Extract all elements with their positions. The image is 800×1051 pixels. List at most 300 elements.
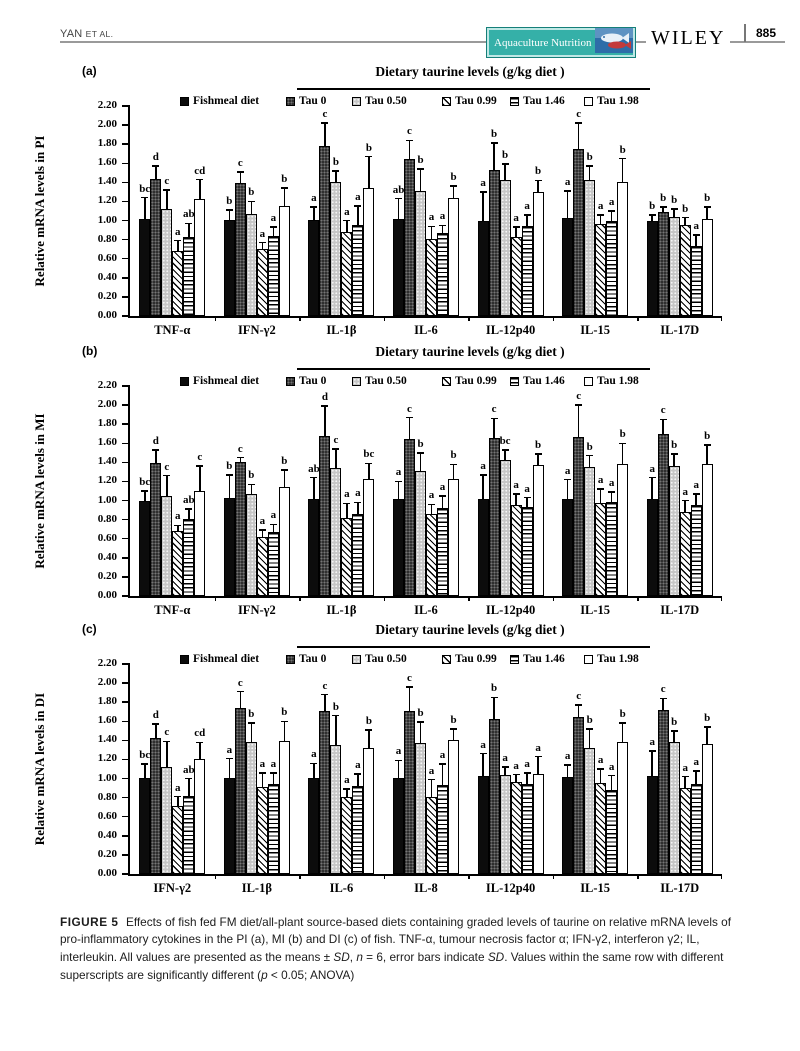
error-bar-cap <box>524 497 531 499</box>
legend-label: Tau 1.98 <box>597 375 639 387</box>
y-tick-label: 0.40 <box>97 550 117 563</box>
error-bar <box>273 524 275 532</box>
error-bar <box>166 476 168 496</box>
error-bar-cap <box>395 760 402 762</box>
error-bar <box>229 210 231 220</box>
error-bar <box>409 418 411 440</box>
y-axis-tick <box>122 519 130 521</box>
error-bar <box>589 729 591 748</box>
x-category-label: IL-12p40 <box>485 323 536 337</box>
bar <box>606 502 617 597</box>
significance-letter: b <box>450 171 457 184</box>
error-bar-cap <box>395 198 402 200</box>
bar <box>533 465 544 596</box>
x-category-label: IL-8 <box>414 881 438 895</box>
bar <box>647 776 658 874</box>
error-bar <box>177 241 179 252</box>
bar <box>489 719 500 874</box>
significance-letter: b <box>671 715 678 728</box>
x-axis-tick <box>721 874 723 879</box>
significance-letter: b <box>365 714 372 727</box>
significance-letter: b <box>332 155 339 168</box>
error-bar-cap <box>428 226 435 228</box>
error-bar <box>600 215 602 225</box>
y-axis-tick <box>122 759 130 761</box>
significance-letter: a <box>513 212 519 225</box>
error-bar <box>622 443 624 464</box>
error-bar-cap <box>564 479 571 481</box>
error-bar <box>357 774 359 786</box>
significance-letter: c <box>576 390 582 403</box>
y-tick-label: 1.00 <box>97 493 117 506</box>
error-bar-cap <box>491 142 498 144</box>
error-bar <box>453 729 455 740</box>
error-bar <box>431 226 433 238</box>
error-bar <box>622 723 624 742</box>
bar <box>562 218 573 316</box>
error-bar <box>589 166 591 180</box>
bar <box>363 748 374 874</box>
error-bar-cap <box>564 764 571 766</box>
bar <box>224 220 235 316</box>
x-category-label: TNF-α <box>154 603 191 617</box>
error-bar <box>442 225 444 233</box>
significance-letter: a <box>344 774 350 787</box>
error-bar <box>262 773 264 787</box>
significance-letter: c <box>660 404 666 417</box>
significance-letter: a <box>524 199 530 212</box>
significance-letter: b <box>450 713 457 726</box>
y-axis-tick <box>122 500 130 502</box>
error-bar <box>199 180 201 199</box>
bar <box>562 777 573 874</box>
x-axis-tick <box>384 874 386 879</box>
bar <box>702 219 713 316</box>
significance-letter: d <box>321 391 328 404</box>
significance-letter: ab <box>308 462 320 475</box>
significance-letter: b <box>619 143 626 156</box>
bar <box>183 237 194 316</box>
bar <box>139 778 150 874</box>
error-bar <box>229 475 231 498</box>
bar <box>595 224 606 316</box>
y-axis-tick <box>122 854 130 856</box>
y-tick-label: 1.80 <box>97 695 117 708</box>
error-bar <box>177 797 179 807</box>
significance-letter: c <box>237 156 243 169</box>
significance-letter: bc <box>139 182 151 195</box>
significance-letter: a <box>597 754 604 766</box>
error-bar-cap <box>365 156 372 158</box>
x-axis-tick <box>384 316 386 321</box>
legend-label: Tau 0 <box>299 653 327 665</box>
y-axis-tick <box>122 239 130 241</box>
error-bar <box>453 464 455 478</box>
error-bar-cap <box>450 464 457 466</box>
error-bar <box>251 484 253 494</box>
x-axis-tick <box>468 596 470 601</box>
significance-letter: c <box>407 671 412 684</box>
error-bar <box>706 207 708 218</box>
error-bar <box>368 157 370 189</box>
significance-letter: a <box>175 781 181 794</box>
error-bar <box>420 722 422 743</box>
significance-letter: b <box>619 428 626 441</box>
significance-letter: bc <box>139 749 151 762</box>
significance-letter: b <box>332 700 339 713</box>
caption-segment: n <box>356 950 363 965</box>
error-bar-cap <box>682 500 689 502</box>
bar <box>680 512 691 596</box>
error-bar-cap <box>524 214 531 216</box>
error-bar <box>651 215 653 221</box>
error-bar <box>611 211 613 221</box>
error-bar-cap <box>608 491 615 493</box>
x-category-label: IL-17D <box>660 881 700 895</box>
y-tick-label: 1.00 <box>97 771 117 784</box>
y-tick-label: 0.00 <box>97 309 117 321</box>
error-bar-cap <box>535 756 542 758</box>
error-bar <box>313 478 315 499</box>
significance-letter: a <box>480 738 486 751</box>
bar <box>279 206 290 316</box>
significance-letter: b <box>491 682 498 695</box>
x-category-label: IFN-γ2 <box>237 603 276 617</box>
y-axis-tick <box>122 143 130 145</box>
error-bar-cap <box>575 122 582 124</box>
error-bar <box>431 780 433 797</box>
bar <box>150 463 161 596</box>
bar <box>511 505 522 596</box>
y-axis-tick <box>122 740 130 742</box>
y-axis-tick <box>122 701 130 703</box>
significance-letter: a <box>344 205 350 218</box>
error-bar <box>622 159 624 183</box>
x-axis-tick <box>215 874 217 879</box>
error-bar-cap <box>564 190 571 192</box>
panel-label-c: (c) <box>82 622 97 636</box>
bar <box>702 744 713 874</box>
error-bar-cap <box>406 417 413 419</box>
bar <box>172 251 183 316</box>
significance-letter: bc <box>139 476 151 488</box>
error-bar-cap <box>270 226 277 228</box>
legend-swatch-tau-1 <box>286 97 295 106</box>
error-bar-cap <box>524 772 531 774</box>
y-axis-tick <box>122 105 130 107</box>
legend-label: Tau 1.46 <box>523 653 565 665</box>
y-tick-label: 0.80 <box>97 790 117 803</box>
error-bar-cap <box>365 463 372 465</box>
x-category-label: IFN-γ2 <box>153 881 192 895</box>
error-bar-cap <box>660 419 667 421</box>
figure-caption-text <box>60 915 731 982</box>
significance-letter: a <box>259 227 266 240</box>
bar <box>352 514 363 596</box>
y-axis-tick <box>122 538 130 540</box>
error-bar <box>526 215 528 226</box>
error-bar <box>144 491 146 501</box>
y-axis-tick <box>122 481 130 483</box>
y-axis-tick <box>122 595 130 597</box>
significance-letter: b <box>226 195 233 208</box>
significance-letter: b <box>704 712 711 724</box>
bar <box>257 787 268 874</box>
journal-name: Aquaculture Nutrition <box>494 36 592 49</box>
error-bar <box>673 454 675 466</box>
error-bar <box>144 198 146 219</box>
legend-label: Tau 0.50 <box>365 95 407 107</box>
error-bar <box>482 192 484 221</box>
significance-letter: a <box>439 749 446 762</box>
error-bar-cap <box>163 741 170 743</box>
y-axis-tick <box>122 663 130 665</box>
y-tick-label: 0.20 <box>97 569 117 582</box>
legend-swatch-tau-2 <box>352 377 361 386</box>
y-tick-label: 0.60 <box>97 251 117 264</box>
bar <box>139 219 150 316</box>
error-bar <box>313 207 315 219</box>
legend-swatch-tau-4 <box>510 655 519 664</box>
legend-swatch-tau-5 <box>584 377 593 386</box>
significance-letter: c <box>576 108 582 121</box>
error-bar-cap <box>575 404 582 406</box>
y-tick-label: 2.20 <box>97 99 117 111</box>
significance-letter: b <box>682 202 689 215</box>
significance-letter: b <box>502 149 509 162</box>
error-bar <box>284 188 286 206</box>
significance-letter: a <box>480 459 486 472</box>
significance-letter: a <box>597 199 604 212</box>
error-bar <box>662 419 664 433</box>
y-tick-label: 2.00 <box>97 398 117 411</box>
significance-letter: b <box>248 186 255 199</box>
significance-letter: b <box>586 151 593 164</box>
error-bar <box>273 773 275 784</box>
significance-letter: b <box>535 165 542 178</box>
significance-letter: b <box>649 199 656 212</box>
error-bar-cap <box>310 206 317 208</box>
bar <box>489 438 500 596</box>
error-bar <box>442 496 444 508</box>
error-bar-cap <box>491 697 498 699</box>
bar <box>279 487 290 596</box>
significance-letter: c <box>407 125 412 138</box>
error-bar-cap <box>491 418 498 420</box>
x-axis-tick <box>721 316 723 321</box>
error-bar <box>611 492 613 502</box>
error-bar-cap <box>619 158 626 160</box>
error-bar-cap <box>270 772 277 774</box>
x-axis-tick <box>721 596 723 601</box>
error-bar-cap <box>660 698 667 700</box>
bar <box>606 790 617 874</box>
x-axis-tick <box>215 316 217 321</box>
error-bar <box>442 764 444 785</box>
error-bar <box>684 777 686 788</box>
error-bar-cap <box>237 171 244 173</box>
x-category-label: IL-6 <box>414 603 438 617</box>
error-bar-cap <box>535 180 542 182</box>
significance-letter: b <box>281 706 288 719</box>
error-bar <box>706 727 708 744</box>
bar <box>426 239 437 316</box>
x-category-label: IL-1β <box>326 603 357 617</box>
significance-letter: b <box>660 192 667 205</box>
error-bar-cap <box>141 197 148 199</box>
legend-label: Tau 1.46 <box>523 95 565 107</box>
error-bar <box>188 509 190 519</box>
error-bar-cap <box>619 443 626 445</box>
significance-letter: a <box>355 758 361 771</box>
bar <box>308 220 319 316</box>
significance-letter: cd <box>194 727 206 740</box>
error-bar <box>251 723 253 742</box>
significance-letter: c <box>237 442 243 455</box>
significance-letter: b <box>226 459 233 472</box>
error-bar-cap <box>281 721 288 723</box>
error-bar-cap <box>196 742 203 744</box>
error-bar <box>611 776 613 790</box>
caption-segment: p <box>261 967 268 982</box>
figure-panel-c: (c) Dietary taurine levels (g/kg diet ) Fishmeal diet Tau 0 Tau 0.50 Tau 0.99 Tau 1.46 Tau 1.98 Relative mRNA levels in DI 0.00 0.20 0.40 0.60 0.80 1.00 1.20 1.40 1.60 1.80 2.00 2.20 IFN-γ2 IL-1β IL-6 IL-8 IL-12p40 IL-15 IL-17D bc a a a a a a d c c c b c c c b b b a b b a a a a a a a ab a a a a a a cd b b b a b b <box>0 616 800 896</box>
error-bar <box>493 697 495 719</box>
y-tick-label: 1.80 <box>97 417 117 430</box>
error-bar-cap <box>196 465 203 467</box>
significance-letter: c <box>333 434 339 446</box>
legend-label: Tau 0.99 <box>455 375 497 387</box>
error-bar-cap <box>608 775 615 777</box>
significance-letter: b <box>248 708 255 721</box>
y-tick-label: 0.40 <box>97 270 117 283</box>
error-bar <box>357 502 359 513</box>
error-bar-cap <box>332 448 339 450</box>
bar <box>404 159 415 316</box>
significance-letter: d <box>152 709 159 722</box>
significance-letter: b <box>417 154 424 166</box>
legend-swatch-tau-4 <box>510 97 519 106</box>
figure-panel-b: (b) Dietary taurine levels (g/kg diet ) Fishmeal diet Tau 0 Tau 0.50 Tau 0.99 Tau 1.46 Tau 1.98 Relative mRNA levels in MI 0.00 0.20 0.40 0.60 0.80 1.00 1.20 1.40 1.60 1.80 2.00 2.20 TNF-α IFN-γ2 IL-1β IL-6 IL-12p40 IL-15 IL-17D bc b ab a a a a d c d c c c c c b c b bc b b a a a a a a a ab a a a a a a c b bc b b b b <box>0 338 800 618</box>
x-category-label: IL-15 <box>580 603 611 617</box>
caption-segment: SD <box>333 950 350 965</box>
error-bar <box>335 449 337 468</box>
bar <box>308 778 319 874</box>
significance-letter: d <box>152 151 159 164</box>
x-category-label: IL-12p40 <box>485 881 536 895</box>
figure-caption <box>60 914 752 985</box>
legend-swatch-fishmeal <box>180 97 189 106</box>
significance-letter: a <box>502 752 508 765</box>
legend-label: Tau 0.50 <box>365 653 407 665</box>
bar <box>183 519 194 596</box>
error-bar-cap <box>704 206 711 208</box>
significance-letter: ab <box>182 763 195 776</box>
error-bar <box>346 221 348 232</box>
error-bar-cap <box>450 728 457 730</box>
bar <box>319 146 330 316</box>
x-axis-tick <box>637 874 639 879</box>
significance-letter: a <box>439 480 446 493</box>
y-tick-label: 1.60 <box>97 436 117 449</box>
significance-letter: a <box>311 192 317 205</box>
bar <box>393 499 404 596</box>
error-bar <box>537 757 539 774</box>
error-bar <box>515 227 517 237</box>
significance-letter: ab <box>182 494 195 507</box>
x-category-label: IFN-γ2 <box>237 323 276 337</box>
x-axis-tick <box>299 874 301 879</box>
significance-letter: a <box>524 757 530 770</box>
title-underline <box>297 646 650 648</box>
error-bar-cap <box>196 179 203 181</box>
y-tick-label: 1.40 <box>97 455 117 468</box>
bar <box>139 501 150 596</box>
y-tick-label: 1.40 <box>97 733 117 746</box>
y-axis-tick <box>122 721 130 723</box>
error-bar <box>324 123 326 146</box>
x-axis-tick <box>553 596 555 601</box>
bar <box>584 467 595 596</box>
error-bar <box>600 489 602 503</box>
error-bar-cap <box>428 779 435 781</box>
bar <box>647 499 658 596</box>
error-bar-cap <box>586 165 593 167</box>
bar <box>511 782 522 874</box>
significance-letter: a <box>649 462 655 475</box>
y-axis-tick <box>122 201 130 203</box>
error-bar <box>144 764 146 777</box>
significance-letter: c <box>407 402 412 415</box>
error-bar-cap <box>480 191 487 193</box>
y-tick-label: 1.20 <box>97 194 117 207</box>
significance-letter: a <box>259 515 266 528</box>
significance-letter: a <box>270 509 277 522</box>
significance-letter: a <box>693 478 699 491</box>
error-bar-cap <box>502 163 509 165</box>
y-tick-label: 0.60 <box>97 809 117 822</box>
legend-swatch-tau-4 <box>510 377 519 386</box>
bar <box>437 233 448 316</box>
legend-label: Fishmeal diet <box>193 653 260 665</box>
legend-label: Tau 0 <box>299 375 327 387</box>
error-bar <box>578 123 580 149</box>
significance-letter: c <box>491 403 497 416</box>
caption-segment: . Values within the same row with different superscripts are significantly different ( <box>60 950 724 982</box>
error-bar-cap <box>343 503 350 505</box>
bar <box>448 479 459 596</box>
error-bar <box>188 779 190 796</box>
error-bar <box>504 164 506 179</box>
x-category-label: IL-6 <box>414 323 438 337</box>
y-axis-tick <box>122 182 130 184</box>
error-bar <box>188 223 190 236</box>
bar <box>257 537 268 596</box>
error-bar <box>420 169 422 191</box>
bar <box>691 505 702 596</box>
caption-segment: SD <box>487 950 505 965</box>
x-category-label: IL-15 <box>580 323 611 337</box>
error-bar-cap <box>395 481 402 483</box>
panel-label-a: (a) <box>82 64 97 78</box>
error-bar-cap <box>417 721 424 723</box>
error-bar <box>526 498 528 508</box>
y-axis-tick <box>122 258 130 260</box>
error-bar-cap <box>671 453 678 455</box>
bar <box>448 740 459 874</box>
significance-letter: a <box>428 489 435 502</box>
error-bar <box>684 501 686 512</box>
authors-main: YAN <box>60 28 83 40</box>
